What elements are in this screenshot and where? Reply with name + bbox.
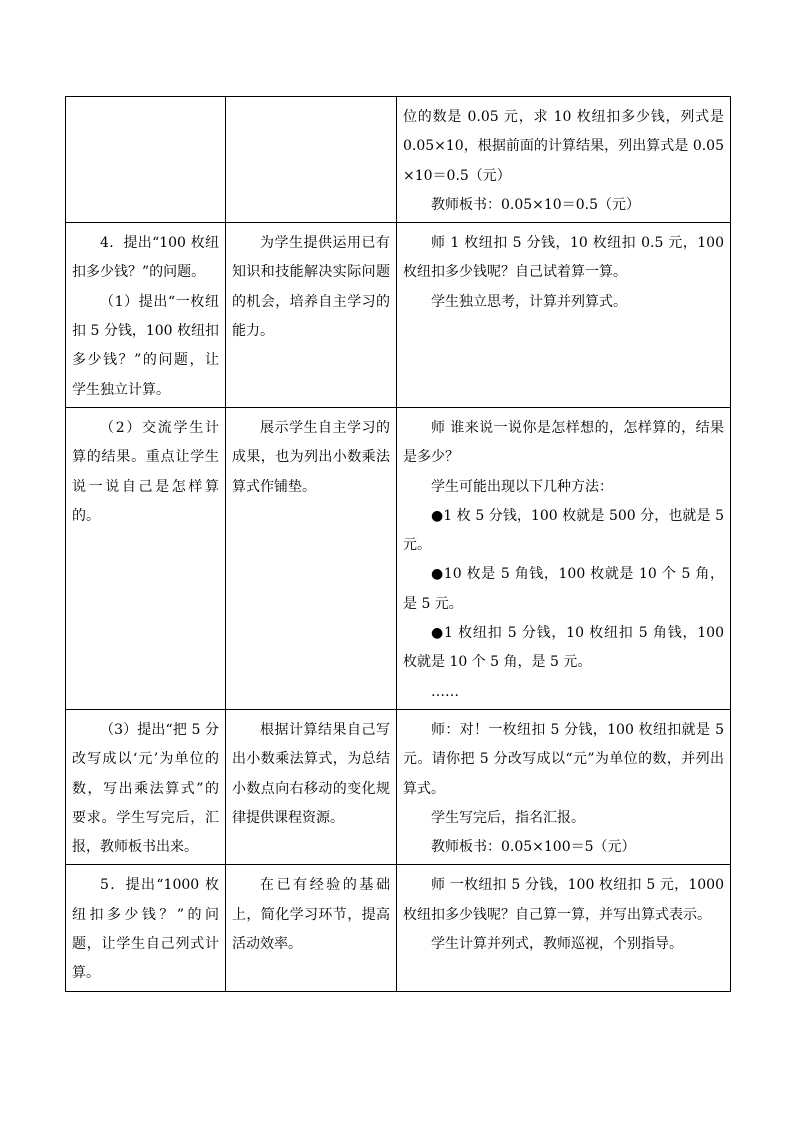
paragraph: …… (431, 683, 459, 700)
teaching-process-cell (66, 407, 226, 709)
paragraph: （1）提出“一枚纽扣 5 分钱，100 枚纽扣多少钱？”的问题，让学生独立计算。 (72, 293, 219, 398)
design-intent-cell (226, 709, 397, 864)
classroom-activity-cell (397, 865, 731, 991)
classroom-activity-cell (397, 407, 731, 709)
paragraph: （2）交流学生计算的结果。重点让学生说一说自己是怎样算的。 (72, 419, 219, 524)
paragraph: ●1 枚 5 分钱，100 枚就是 500 分，也就是 5 元。 (403, 507, 724, 554)
paragraph: 师 一枚纽扣 5 分钱，100 枚纽扣 5 元，1000 枚纽扣多少钱呢？自己算一算，并写出算式表示。 (403, 877, 724, 923)
teaching-process-cell (66, 709, 226, 864)
paragraph: 在已有经验的基础上，简化学习环节，提高活动效率。 (232, 877, 390, 953)
paragraph: 学生独立思考，计算并列算式。 (431, 293, 627, 310)
teaching-process-cell (66, 865, 226, 991)
paragraph: （3）提出“把 5 分改写成以‘元’为单位的数，写出乘法算式”的要求。学生写完后，汇报，教师板书出来。 (72, 721, 219, 856)
paragraph: 学生写完后，指名汇报。 (431, 809, 585, 826)
design-intent-cell (226, 97, 397, 223)
paragraph: 4．提出“100 枚纽扣多少钱？”的问题。 (72, 235, 219, 281)
table-row (66, 97, 731, 223)
paragraph: 师 谁来说一说你是怎样想的，怎样算的，结果是多少？ (403, 419, 724, 466)
paragraph: 位的数是 0.05 元，求 10 枚纽扣多少钱，列式是 0.05×10，根据前面的计算结果，列出算式是 0.05×10＝0.5（元） (403, 109, 724, 184)
paragraph: 教师板书：0.05×100＝5（元） (431, 839, 636, 856)
teaching-process-cell (66, 223, 226, 408)
design-intent-cell (226, 223, 397, 408)
classroom-activity-cell (397, 709, 731, 864)
paragraph: 为学生提供运用已有知识和技能解决实际问题的机会，培养自主学习的能力。 (232, 235, 390, 340)
paragraph: 学生可能出现以下几种方法： (431, 478, 613, 495)
table-row (66, 223, 731, 408)
paragraph: 教师板书：0.05×10＝0.5（元） (431, 196, 640, 213)
classroom-activity-cell (397, 223, 731, 408)
lesson-table (65, 96, 731, 992)
teaching-process-cell (66, 97, 226, 223)
paragraph: ●10 枚是 5 角钱，100 枚就是 10 个 5 角，是 5 元。 (403, 566, 724, 612)
paragraph: 学生计算并列式，教师巡视，个别指导。 (431, 936, 683, 953)
design-intent-cell (226, 407, 397, 709)
table-row (66, 865, 731, 991)
paragraph: 师 1 枚纽扣 5 分钱，10 枚纽扣 0.5 元，100 枚纽扣多少钱呢？自己试着算一算。 (403, 235, 724, 281)
paragraph: 展示学生自主学习的成果，也为列出小数乘法算式作铺垫。 (232, 419, 390, 495)
paragraph: 5．提出“1000 枚纽扣多少钱？”的问题，让学生自己列式计算。 (72, 877, 219, 982)
paragraph: 根据计算结果自己写出小数乘法算式，为总结小数点向右移动的变化规律提供课程资源。 (232, 721, 390, 826)
lesson-table-body (66, 97, 731, 992)
design-intent-cell (226, 865, 397, 991)
paragraph: 师：对！一枚纽扣 5 分钱，100 枚纽扣就是 5 元。请你把 5 分改写成以“元”为单位的数，并列出算式。 (403, 721, 724, 797)
table-row (66, 709, 731, 864)
paragraph: ●1 枚纽扣 5 分钱，10 枚纽扣 5 角钱，100 枚就是 10 个 5 角，是 5 元。 (403, 625, 724, 671)
classroom-activity-cell (397, 97, 731, 223)
table-row (66, 407, 731, 709)
